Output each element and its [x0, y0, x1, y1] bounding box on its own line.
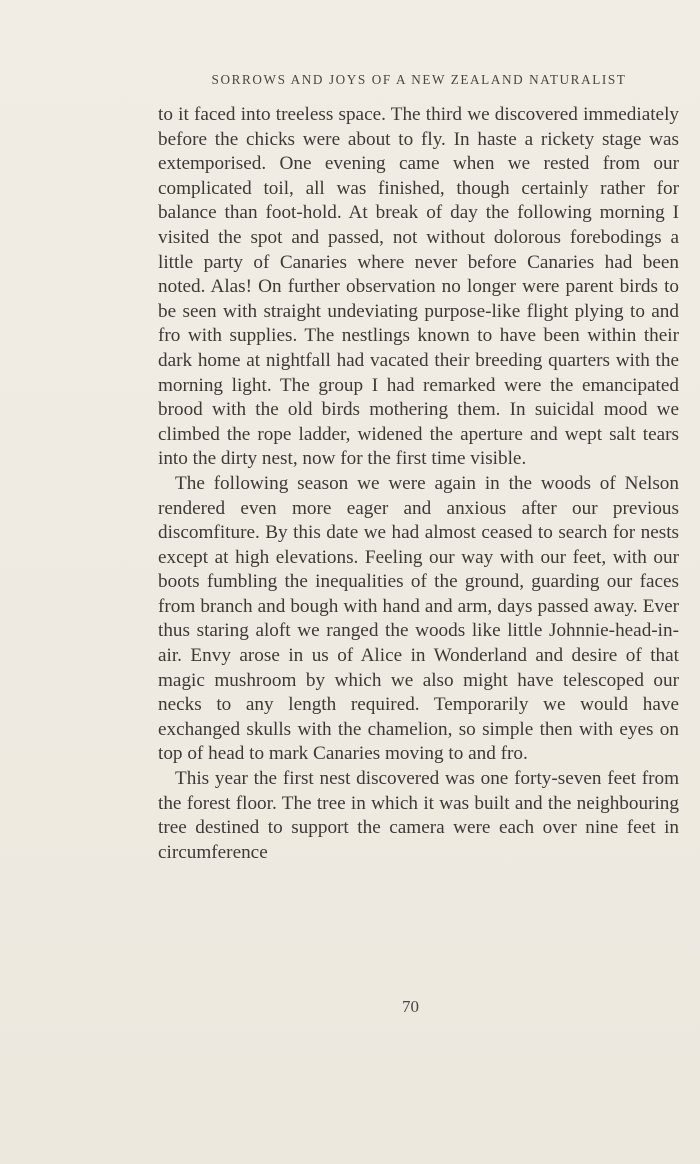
page-number: 70: [402, 997, 419, 1016]
paragraph-3: This year the first nest discovered was one forty-seven feet from the forest floor. The tree in which it was built and the neighbouring tree destined to support the camera were each over nine feet in circumference: [158, 768, 679, 863]
paragraph-1: to it faced into treeless space. The third we discovered immediately before the chicks were about to fly. In haste a rickety stage was extemporised. One evening came when we rested from our complicated toil, all was finished, though certainly rather for balance than foot-hold. At break of day the following morning I visited the spot and passed, not without dolorous forebodings a little party of Canaries where never before Canaries had been noted. Alas! On further observation no longer were parent birds to be seen with straight undeviating purpose-like flight plying to and fro with supplies. The nestlings known to have been within their dark home at nightfall had vacated their breeding quarters with the morning light. The group I had remarked were the emancipated brood with the old birds mothering them. In suicidal mood we climbed the rope ladder, widened the aperture and wept salt tears into the dirty nest, now for the first time visible.: [158, 104, 679, 470]
running-head: SORROWS AND JOYS OF A NEW ZEALAND NATURALIST: [211, 72, 627, 87]
paragraph-2: The following season we were again in the woods of Nelson rendered even more eager and anxious after our previous discomfiture. By this date we had almost ceased to search for nests except at high elevations. Feeling our way with our feet, with our boots fumbling the inequalities of the ground, guarding our faces from branch and bough with hand and arm, days passed away. Ever thus staring aloft we ranged the woods like little Johnnie-head-in-air. Envy arose in us of Alice in Wonderland and desire of that magic mushroom by which we also might have telescoped our necks to any length required. Temporarily we would have exchanged skulls with the chamelion, so simple then with eyes on top of head to mark Canaries moving to and fro.: [158, 472, 679, 765]
body-text: [158, 103, 679, 865]
